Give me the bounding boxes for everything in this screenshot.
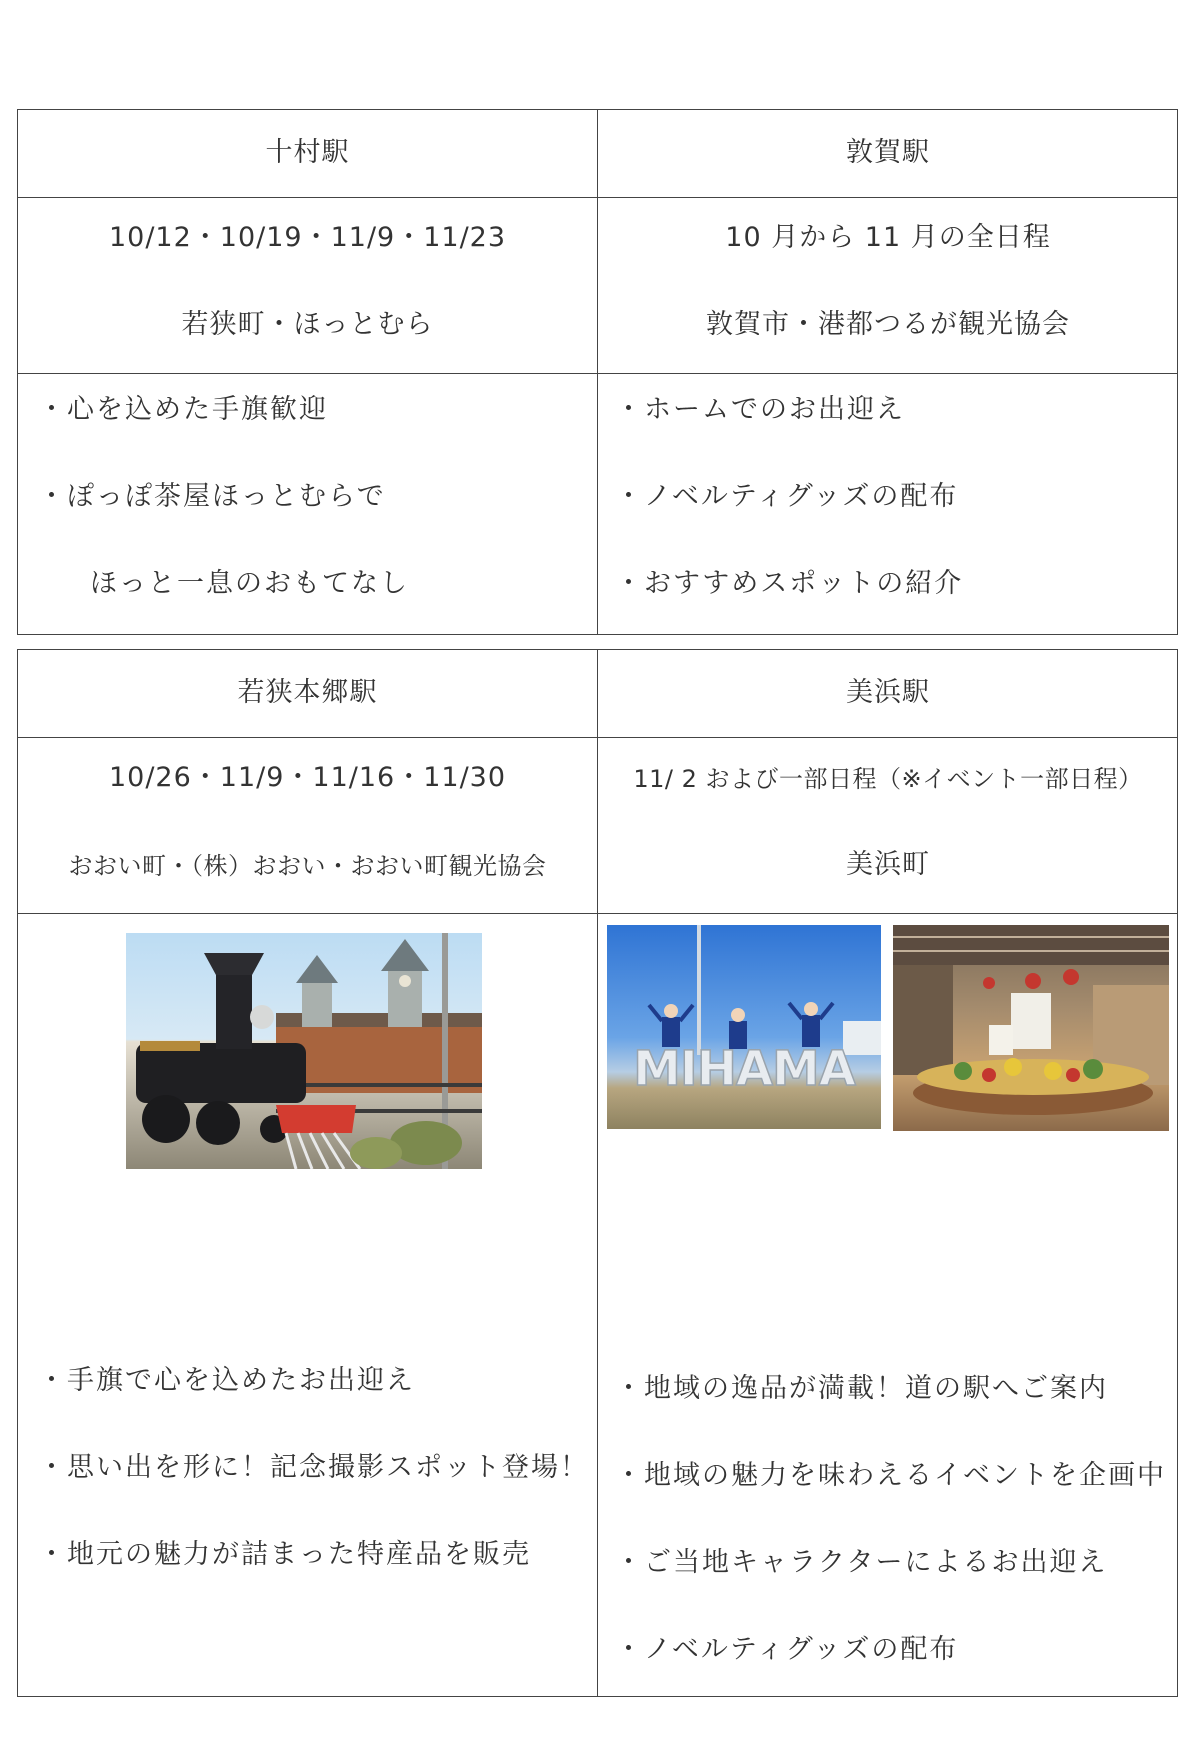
row-divider <box>18 913 1177 914</box>
station-name: 十村駅 <box>265 137 350 168</box>
activity-item: ・ノベルティグッズの配布 <box>615 481 959 512</box>
steam-locomotive-photo <box>126 933 482 1169</box>
event-dates: 11/ 2 および一部日程（※イベント一部日程） <box>633 765 1143 793</box>
station-name: 美浜駅 <box>846 677 930 708</box>
activity-item: ・心を込めた手旗歓迎 <box>38 394 328 425</box>
row-divider <box>18 197 1177 198</box>
station-name: 敦賀駅 <box>846 137 930 168</box>
mihama-sign-photo <box>607 925 881 1129</box>
station-header-tsuruga <box>599 110 1177 197</box>
event-dates: 10/12・10/19・11/9・11/23 <box>108 222 507 253</box>
market-produce-icon <box>893 925 1169 1131</box>
schedule-cell-tsuruga <box>599 199 1177 373</box>
column-divider <box>597 110 598 634</box>
activity-item: ・おすすめスポットの紹介 <box>615 568 964 599</box>
activity-item: ・ホームでのお出迎え <box>615 394 905 425</box>
roadside-station-market-photo <box>893 925 1169 1131</box>
activity-item: ・地域の逸品が満載！道の駅へご案内 <box>615 1373 1108 1404</box>
event-dates: 10/26・11/9・11/16・11/30 <box>108 762 507 793</box>
mihama-sign-text: MIHAMA <box>633 1041 855 1097</box>
row-divider <box>18 737 1177 738</box>
activity-item: ・手旗で心を込めたお出迎え <box>38 1365 415 1396</box>
activity-item: ・ノベルティグッズの配布 <box>615 1634 959 1665</box>
mihama-sign-icon <box>607 925 881 1129</box>
schedule-cell-mihama <box>599 739 1177 913</box>
organizer: 敦賀市・港都つるが観光協会 <box>706 309 1070 340</box>
event-dates: 10 月から 11 月の全日程 <box>725 222 1051 253</box>
schedule-cell-hongo <box>18 739 597 913</box>
column-divider <box>597 650 598 1696</box>
station-header-mihama <box>599 650 1177 737</box>
organizer: 美浜町 <box>846 849 930 880</box>
schedule-cell-tomura <box>18 199 597 373</box>
activity-item: ・地元の魅力が詰まった特産品を販売 <box>38 1539 531 1570</box>
steam-locomotive-icon <box>126 933 482 1169</box>
organizer: 若狭町・ほっとむら <box>181 309 434 340</box>
activities-cell-tomura <box>18 375 597 634</box>
activity-item: ・ご当地キャラクターによるお出迎え <box>615 1547 1108 1578</box>
activity-item: ・ぽっぽ茶屋ほっとむらで <box>38 481 386 512</box>
station-header-hongo <box>18 650 597 737</box>
activity-item: ほっと一息のおもてなし <box>90 568 409 599</box>
table-hongo-mihama <box>17 649 1178 1697</box>
station-header-tomura <box>18 110 597 197</box>
row-divider <box>18 373 1177 374</box>
activities-cell-tsuruga <box>599 375 1177 634</box>
table-tomura-tsuruga <box>17 109 1178 635</box>
organizer: おおい町・（株）おおい・おおい町観光協会 <box>68 852 547 880</box>
activity-item: ・思い出を形に！記念撮影スポット登場！ <box>38 1452 589 1483</box>
activity-item: ・地域の魅力を味わえるイベントを企画中 <box>615 1460 1166 1491</box>
station-name: 若狭本郷駅 <box>237 677 378 708</box>
